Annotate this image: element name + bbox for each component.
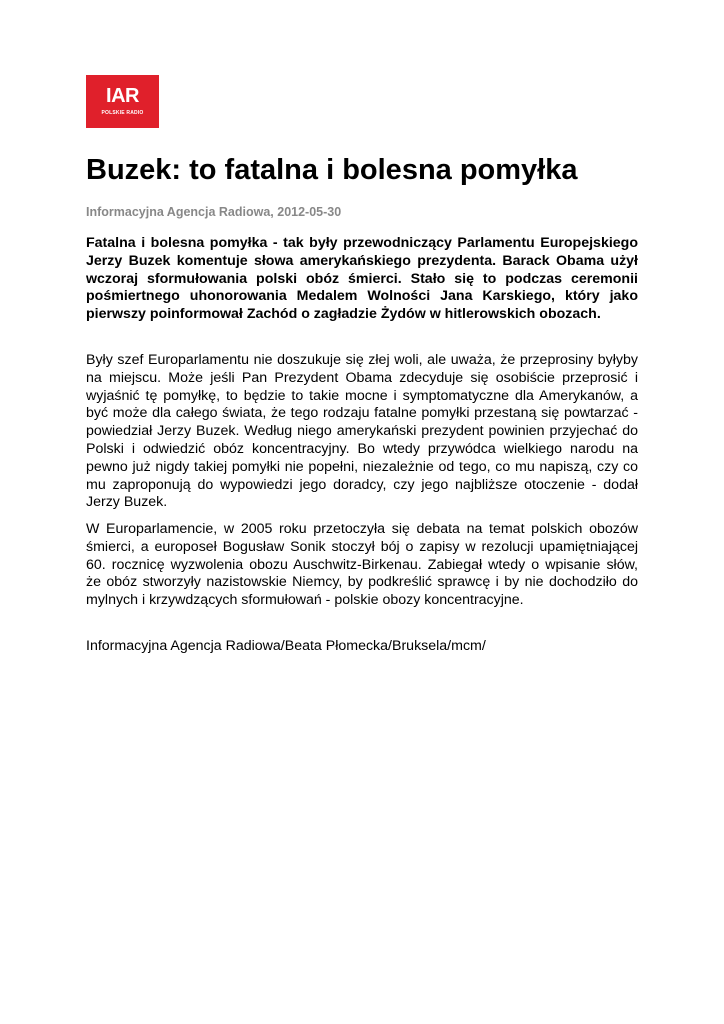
article-lead: Fatalna i bolesna pomyłka - tak były przewodniczący Parlamentu Europejskiego Jerzy Buzek komentuje słowa amerykańskiego prezydenta. Barack Obama użył wczoraj sformułowania polski obóz śmierci. Stało się to podczas ceremonii pośmiertnego uhonorowania Medalem Wolności Jana Karskiego, który jako pierwszy poinformował Zachód o zagładzie Żydów w hitlerowskich obozach. [86,235,638,323]
article-paragraph-2: W Europarlamencie, w 2005 roku przetoczyła się debata na temat polskich obozów śmierci, a europoseł Bogusław Sonik stoczył bój o zapisy w rezolucji upamiętniającej 60. rocznicę wyzwolenia obozu Auschwitz-Birkenau. Zabiegał wtedy o wpisanie słów, że obóz stworzyły nazistowskie Niemcy, by podkreślić sprawcę i by nie dochodziło do mylnych i krzywdzących sformułowań - polskie obozy koncentracyjne. [86,521,638,609]
article-meta: Informacyjna Agencja Radiowa, 2012-05-30 [86,205,342,219]
logo-sub-text: POLSKIE RADIO [101,110,144,116]
iar-logo [86,75,159,128]
logo-main-text: IAR [106,85,139,107]
article-paragraph-1: Były szef Europarlamentu nie doszukuje się złej woli, ale uważa, że przeprosiny byłyby na miejscu. Może jeśli Pan Prezydent Obama zdecyduje się osobiście przeprosić i wyjaśnić tę pomyłkę, to będzie to takie mocne i symptomatyczne dla Amerykanów, a być może dla całego świata, że tego rodzaju fatalne pomyłki przestaną się powtarzać - powiedział Jerzy Buzek. Według niego amerykański prezydent powinien przyjechać do Polski i odwiedzić obóz koncentracyjny. Bo wtedy przywódca wielkiego narodu na pewno już nigdy takiej pomyłki nie popełni, niezależnie od tego, co mu napiszą, czy co mu zaproponują do wypowiedzi jego doradcy, czy jego najbliższe otoczenie - dodał Jerzy Buzek. [86,352,638,511]
article-footer: Informacyjna Agencja Radiowa/Beata Płomecka/Bruksela/mcm/ [86,638,486,654]
article-title: Buzek: to fatalna i bolesna pomyłka [86,154,578,186]
